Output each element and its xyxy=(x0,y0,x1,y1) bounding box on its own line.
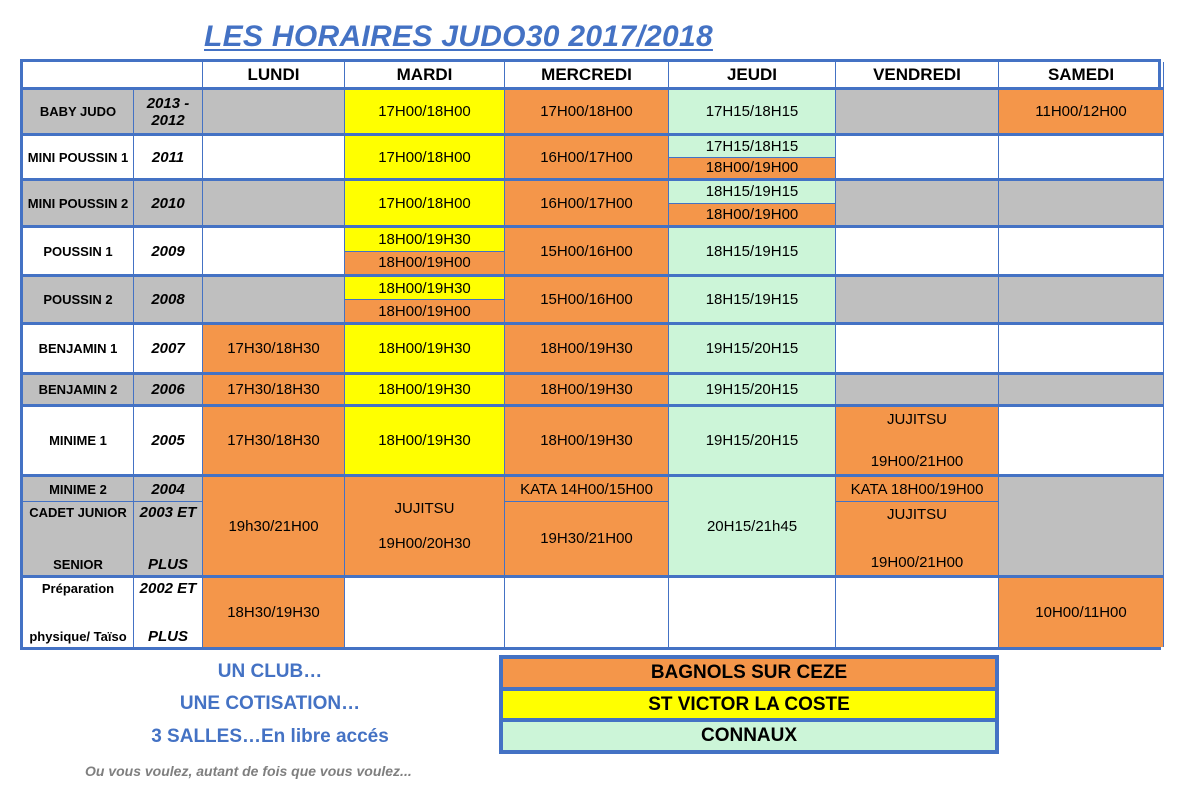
slot-mp1-jeudi xyxy=(669,136,836,181)
slot-b2-mardi: 18H00/19H30 xyxy=(345,375,505,407)
group-year-mini-poussin-1: 2011 xyxy=(134,136,203,181)
group-year-poussin-2: 2008 xyxy=(134,277,203,325)
group-label-baby-judo: BABY JUDO xyxy=(23,90,134,136)
slot-p2-jeudi: 18H15/19H15 xyxy=(669,277,836,325)
schedule-table xyxy=(20,59,1161,650)
header-corner xyxy=(23,62,203,90)
slot-empty xyxy=(836,578,999,647)
page-title: LES HORAIRES JUDO30 2017/2018 xyxy=(204,20,713,53)
slot-p1-mercredi: 15H00/16H00 xyxy=(505,228,669,277)
group-label-cadet-junior: CADET JUNIOR xyxy=(29,505,127,520)
slogan-line-3: 3 SALLES…En libre accés xyxy=(151,726,389,747)
group-year-benjamin-2: 2006 xyxy=(134,375,203,407)
group-label-preparation-top: Préparation xyxy=(41,581,115,596)
slot-p1-mardi-b: 18H00/19H00 xyxy=(345,252,504,275)
slot-baby-samedi: 11H00/12H00 xyxy=(999,90,1164,136)
slot-b2-jeudi: 19H15/20H15 xyxy=(669,375,836,407)
slot-empty xyxy=(836,181,999,228)
slot-empty xyxy=(203,277,345,325)
slot-mp2-jeudi xyxy=(669,181,836,228)
slot-p2-mercredi: 15H00/16H00 xyxy=(505,277,669,325)
slot-empty xyxy=(203,181,345,228)
group-label-poussin-1: POUSSIN 1 xyxy=(23,228,134,277)
slot-p2-mardi xyxy=(345,277,505,325)
group-label-preparation xyxy=(23,578,134,647)
slot-mp2-mardi: 17H00/18H00 xyxy=(345,181,505,228)
slot-mp2-jeudi-a: 18H15/19H15 xyxy=(669,181,835,204)
slot-empty xyxy=(203,228,345,277)
slot-empty xyxy=(836,136,999,181)
group-label-benjamin-2: BENJAMIN 2 xyxy=(23,375,134,407)
group-label-minime-2: MINIME 2 xyxy=(23,477,134,502)
slot-p2-mardi-a: 18H00/19H30 xyxy=(345,277,504,300)
slot-empty xyxy=(836,375,999,407)
slot-m1-mardi: 18H00/19H30 xyxy=(345,407,505,477)
day-header-samedi: SAMEDI xyxy=(999,62,1164,90)
group-year-benjamin-1: 2007 xyxy=(134,325,203,375)
slot-empty xyxy=(345,578,505,647)
slot-empty xyxy=(203,136,345,181)
slot-p1-jeudi: 18H15/19H15 xyxy=(669,228,836,277)
group-label-mini-poussin-2: MINI POUSSIN 2 xyxy=(23,181,134,228)
legend-connaux: CONNAUX xyxy=(500,719,998,753)
footer-note: Ou vous voulez, autant de fois que vous voulez... xyxy=(85,763,412,779)
slot-m2-mercredi: 19H30/21H00 xyxy=(505,502,669,578)
group-year-poussin-1: 2009 xyxy=(134,228,203,277)
slot-mp1-mardi: 17H00/18H00 xyxy=(345,136,505,181)
slot-m2-lundi: 19h30/21H00 xyxy=(203,477,345,578)
group-label-benjamin-1: BENJAMIN 1 xyxy=(23,325,134,375)
slot-baby-mardi: 17H00/18H00 xyxy=(345,90,505,136)
day-header-mardi: MARDI xyxy=(345,62,505,90)
slot-p1-mardi-a: 18H00/19H30 xyxy=(345,228,504,252)
slot-empty xyxy=(999,136,1164,181)
slot-m2-jeudi: 20H15/21h45 xyxy=(669,477,836,578)
group-label-preparation-bottom: physique/ Taïso xyxy=(29,629,127,644)
slot-empty xyxy=(999,407,1164,477)
slot-m2-mercredi-kata: KATA 14H00/15H00 xyxy=(505,477,669,502)
slot-empty xyxy=(836,228,999,277)
slot-prep-lundi: 18H30/19H30 xyxy=(203,578,345,647)
slot-m2-mardi-activity: JUJITSU xyxy=(394,500,455,517)
slot-m2-vendredi-time: 19H00/21H00 xyxy=(870,554,964,571)
slot-b1-mardi: 18H00/19H30 xyxy=(345,325,505,375)
group-label-poussin-2: POUSSIN 2 xyxy=(23,277,134,325)
group-year-cadet-junior-senior xyxy=(134,502,203,578)
slot-m1-vendredi xyxy=(836,407,999,477)
slot-m1-mercredi: 18H00/19H30 xyxy=(505,407,669,477)
slot-baby-mercredi: 17H00/18H00 xyxy=(505,90,669,136)
slot-empty xyxy=(505,578,669,647)
slot-b1-lundi: 17H30/18H30 xyxy=(203,325,345,375)
slot-mp2-jeudi-b: 18H00/19H00 xyxy=(669,204,835,226)
slot-m2-vendredi xyxy=(836,502,999,578)
slot-empty xyxy=(999,375,1164,407)
slot-m1-vendredi-activity: JUJITSU xyxy=(887,411,947,428)
slot-b1-jeudi: 19H15/20H15 xyxy=(669,325,836,375)
day-header-jeudi: JEUDI xyxy=(669,62,836,90)
slot-m2-mardi xyxy=(345,477,505,578)
group-year-cadet-top: 2003 ET xyxy=(139,504,197,521)
slot-empty xyxy=(669,578,836,647)
slot-m1-jeudi: 19H15/20H15 xyxy=(669,407,836,477)
slot-empty xyxy=(836,90,999,136)
slot-p1-mardi xyxy=(345,228,505,277)
slogan-line-2: UNE COTISATION… xyxy=(179,693,361,714)
slot-baby-jeudi: 17H15/18H15 xyxy=(669,90,836,136)
slot-m1-lundi: 17H30/18H30 xyxy=(203,407,345,477)
legend-st-victor: ST VICTOR LA COSTE xyxy=(500,688,998,722)
slot-empty xyxy=(836,325,999,375)
group-label-minime-1: MINIME 1 xyxy=(23,407,134,477)
slot-m2-mardi-time: 19H00/20H30 xyxy=(378,535,471,552)
slot-mp1-jeudi-a: 17H15/18H15 xyxy=(669,136,835,158)
group-year-prep-bottom: PLUS xyxy=(147,628,188,645)
slot-empty xyxy=(999,181,1164,228)
group-year-minime-2: 2004 xyxy=(134,477,203,502)
day-header-vendredi: VENDREDI xyxy=(836,62,999,90)
slot-p2-mardi-b: 18H00/19H00 xyxy=(345,300,504,322)
slot-b1-mercredi: 18H00/19H30 xyxy=(505,325,669,375)
slot-b2-lundi: 17H30/18H30 xyxy=(203,375,345,407)
day-header-lundi: LUNDI xyxy=(203,62,345,90)
slot-empty xyxy=(999,325,1164,375)
slot-empty xyxy=(999,277,1164,325)
group-year-preparation xyxy=(134,578,203,647)
slot-m2-vendredi-activity: JUJITSU xyxy=(887,506,947,523)
slot-mp1-jeudi-b: 18H00/19H00 xyxy=(669,158,835,179)
group-year-baby-judo: 2013 - 2012 xyxy=(134,90,203,136)
group-label-mini-poussin-1: MINI POUSSIN 1 xyxy=(23,136,134,181)
location-legend xyxy=(499,655,999,754)
group-year-mini-poussin-2: 2010 xyxy=(134,181,203,228)
slot-mp1-mercredi: 16H00/17H00 xyxy=(505,136,669,181)
slot-mp2-mercredi: 16H00/17H00 xyxy=(505,181,669,228)
slot-empty xyxy=(836,277,999,325)
slot-m2-vendredi-kata: KATA 18H00/19H00 xyxy=(836,477,999,502)
slot-empty xyxy=(999,228,1164,277)
slot-prep-samedi: 10H00/11H00 xyxy=(999,578,1164,647)
slot-empty xyxy=(999,477,1164,578)
group-year-minime-1: 2005 xyxy=(134,407,203,477)
slot-m1-vendredi-time: 19H00/21H00 xyxy=(870,453,964,470)
legend-bagnols: BAGNOLS SUR CEZE xyxy=(500,656,998,690)
group-year-prep-top: 2002 ET xyxy=(139,580,197,597)
slogan-line-1: UN CLUB… xyxy=(217,661,323,682)
day-header-mercredi: MERCREDI xyxy=(505,62,669,90)
slot-b2-mercredi: 18H00/19H30 xyxy=(505,375,669,407)
group-label-senior: SENIOR xyxy=(53,557,103,572)
slot-empty xyxy=(203,90,345,136)
group-year-cadet-bottom: PLUS xyxy=(147,556,188,573)
group-label-cadet-junior-senior xyxy=(23,502,134,578)
